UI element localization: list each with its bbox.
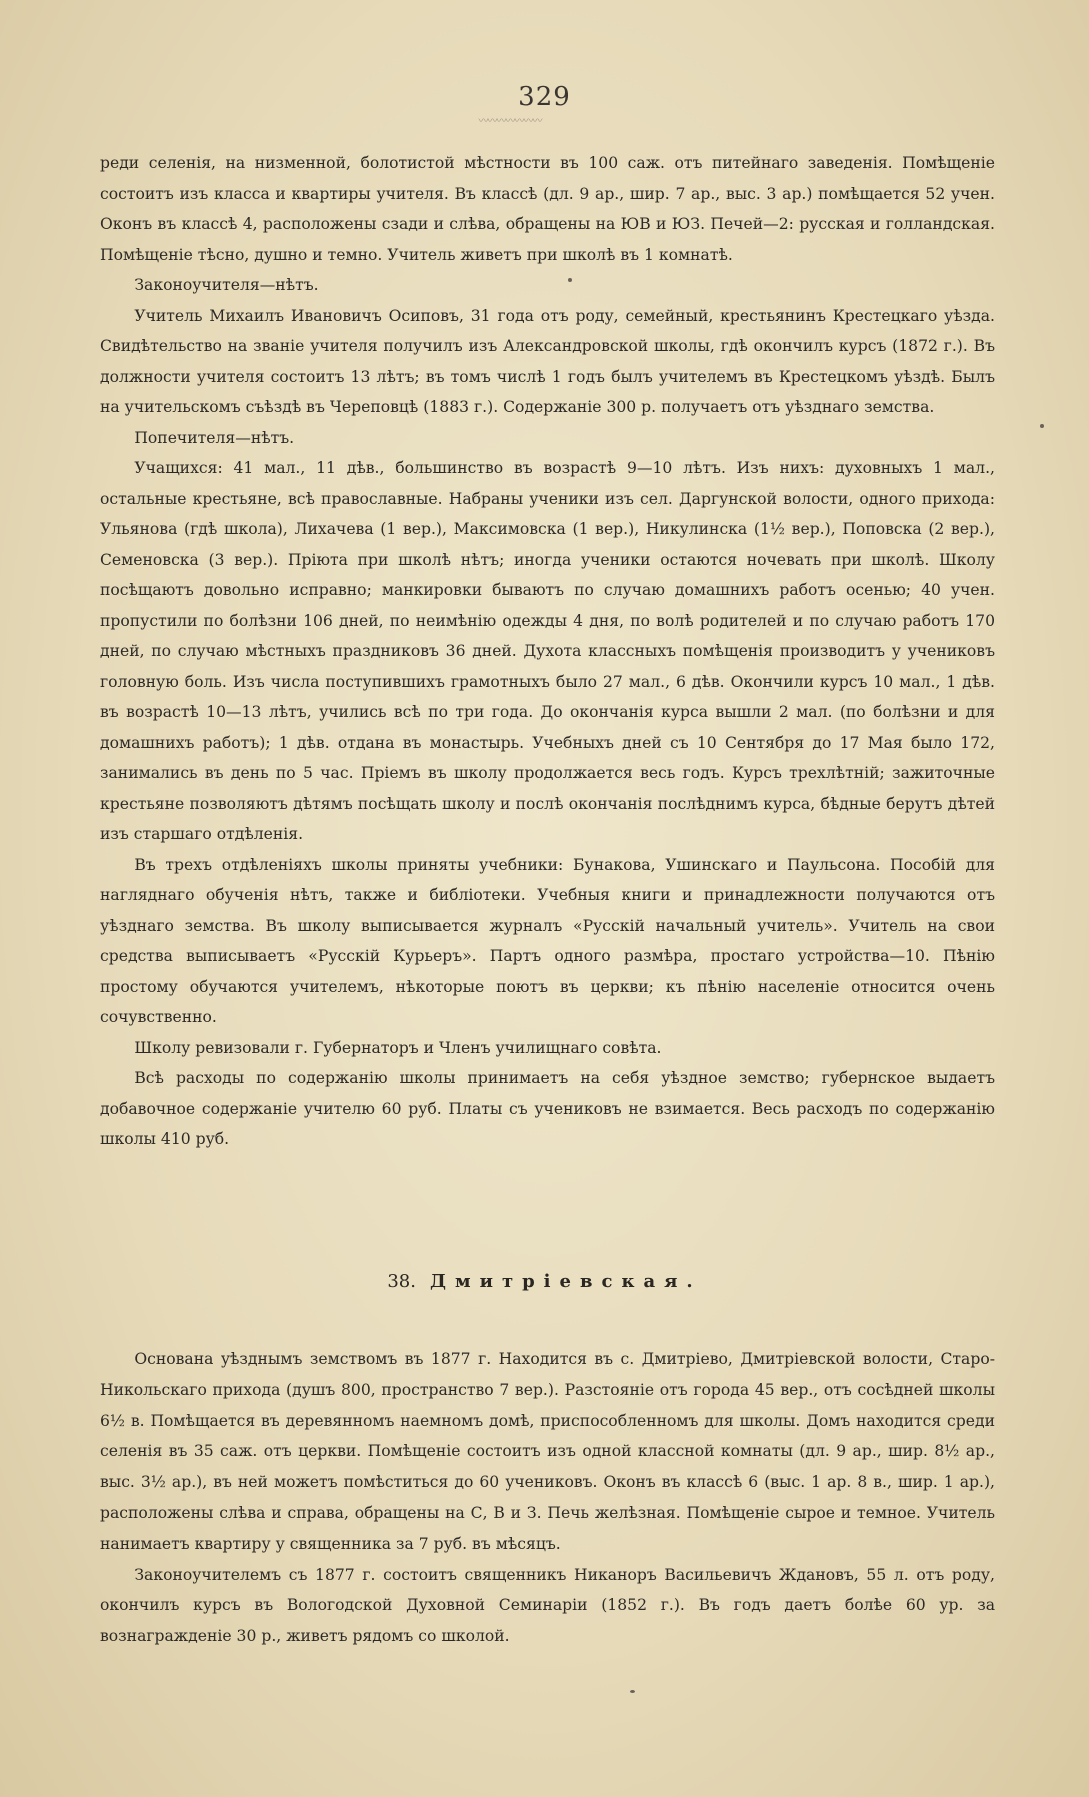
print-speck <box>630 1690 635 1693</box>
paragraph: реди селенія, на низменной, болотистой мѣстности въ 100 саж. отъ питейнаго заведенія. Помѣщеніе состоитъ изъ класса и квартиры учителя. Въ классѣ (дл. 9 ар., шир. 7 ар., выс. 3 ар.) помѣщается 52 учен. Оконъ въ классѣ 4, расположены сзади и слѣва, обращены на ЮВ и ЮЗ. Печей—2: русская и голландская. Помѣщеніе тѣсно, душно и темно. Учитель живетъ при школѣ въ 1 комнатѣ. <box>100 154 995 264</box>
paragraph: Всѣ расходы по содержанію школы принимаетъ на себя уѣздное земство; губернское выдаетъ добавочное содержаніе учителю 60 руб. Платы съ учениковъ не взимается. Весь расходъ по содержанію школы 410 руб. <box>100 1069 995 1148</box>
body-text-upper <box>100 148 995 1155</box>
paragraph: Въ трехъ отдѣленіяхъ школы приняты учебники: Бунакова, Ушинскаго и Паульсона. Пособій для нагляднаго обученія нѣтъ, также и библіотеки. Учебныя книги и принадлежности получаются отъ уѣзднаго земства. Въ школу выписывается журналъ «Русскій начальный учитель». Учитель на свои средства выписываетъ «Русскій Курьеръ». Партъ одного размѣра, простаго устройства—10. Пѣнію простому обучаются учителемъ, нѣкоторые поютъ въ церкви; къ пѣнію населеніе относится очень сочувственно. <box>100 855 995 1026</box>
section-number: 38. <box>387 1271 416 1292</box>
page-number-ornament: 〰〰〰〰〰〰〰 <box>478 116 542 127</box>
section-heading <box>0 1271 1089 1292</box>
paragraph: Учитель Михаилъ Ивановичъ Осиповъ, 31 года отъ роду, семейный, крестьянинъ Крестецкаго уѣзда. Свидѣтельство на званіе учителя получилъ изъ Александровской школы, гдѣ окончилъ курсъ (1872 г.). Въ должности учителя состоитъ 13 лѣтъ; въ томъ числѣ 1 годъ былъ учителемъ въ Крестецкомъ уѣздѣ. Былъ на учительскомъ съѣздѣ въ Череповцѣ (1883 г.). Содержаніе 300 р. получаетъ отъ уѣзднаго земства. <box>100 306 995 416</box>
page-number: 329 <box>518 82 571 112</box>
paragraph: Законоучителя—нѣтъ. <box>134 276 319 294</box>
paragraph: Учащихся: 41 мал., 11 дѣв., большинство въ возрастѣ 9—10 лѣтъ. Изъ нихъ: духовныхъ 1 мал., остальные крестьяне, всѣ православные. Набраны ученики изъ сел. Даргунской волости, одного прихода: Ульянова (гдѣ школа), Лихачева (1 вер.), Максимовска (1 вер.), Никулинска (1½ вер.), Поповска (2 вер.), Семеновска (3 вер.). Пріюта при школѣ нѣтъ; иногда ученики остаются ночевать при школѣ. Школу посѣщаютъ довольно исправно; манкировки бываютъ по случаю домашнихъ работъ осенью; 40 учен. пропустили по болѣзни 106 дней, по неимѣнію одежды 4 дня, по волѣ родителей и по случаю работъ 170 дней, по случаю мѣстныхъ праздниковъ 36 дней. Духота классныхъ помѣщенія производитъ у учениковъ головную боль. Изъ числа поступившихъ грамотныхъ было 27 мал., 6 дѣв. Окончили курсъ 10 мал., 1 дѣв. въ возрастѣ 10—13 лѣтъ, учились всѣ по три года. До окончанія курса вышли 2 мал. (по болѣзни и для домашнихъ работъ); 1 дѣв. отдана въ монастырь. Учебныхъ дней съ 10 Сентября до 17 Мая было 172, занимались въ день по 5 час. Пріемъ въ школу продолжается весь годъ. Курсъ трехлѣтній; зажиточные крестьяне позволяютъ дѣтямъ посѣщать школу и послѣ окончанія послѣднимъ курса, бѣдные берутъ дѣтей изъ старшаго отдѣленія. <box>100 459 995 843</box>
body-text-lower <box>100 1344 995 1652</box>
paragraph: Законоучителемъ съ 1877 г. состоитъ священникъ Никаноръ Васильевичъ Ждановъ, 55 л. отъ роду, окончилъ курсъ въ Вологодской Духовной Семинаріи (1852 г.). Въ годъ даетъ болѣе 60 ур. за вознагражденіе 30 р., живетъ рядомъ со школой. <box>100 1565 995 1646</box>
print-speck <box>568 278 572 282</box>
paragraph: Попечителя—нѣтъ. <box>134 428 295 447</box>
print-speck <box>1040 424 1044 428</box>
paragraph: Основана уѣзднымъ земствомъ въ 1877 г. Находится въ с. Дмитріево, Дмитріевской волости, Старо-Никольскаго прихода (душъ 800, пространство 7 вер.). Разстояніе отъ города 45 вер., отъ сосѣдней школы 6½ в. Помѣщается въ деревянномъ наемномъ домѣ, приспособленномъ для школы. Домъ находится среди селенія въ 35 саж. отъ церкви. Помѣщеніе состоитъ изъ одной классной комнаты (дл. 9 ар., шир. 8½ ар., выс. 3½ ар.), въ ней можетъ помѣститься до 60 учениковъ. Оконъ въ классѣ 6 (выс. 1 ар. 8 в., шир. 1 ар.), расположены слѣва и справа, обращены на С, В и З. Печь желѣзная. Помѣщеніе сырое и темное. Учитель нанимаетъ квартиру у священника за 7 руб. въ мѣсяцъ. <box>100 1350 995 1553</box>
paragraph: Школу ревизовали г. Губернаторъ и Членъ училищнаго совѣта. <box>134 1038 662 1057</box>
section-title: Дмитріевская. <box>429 1271 702 1292</box>
